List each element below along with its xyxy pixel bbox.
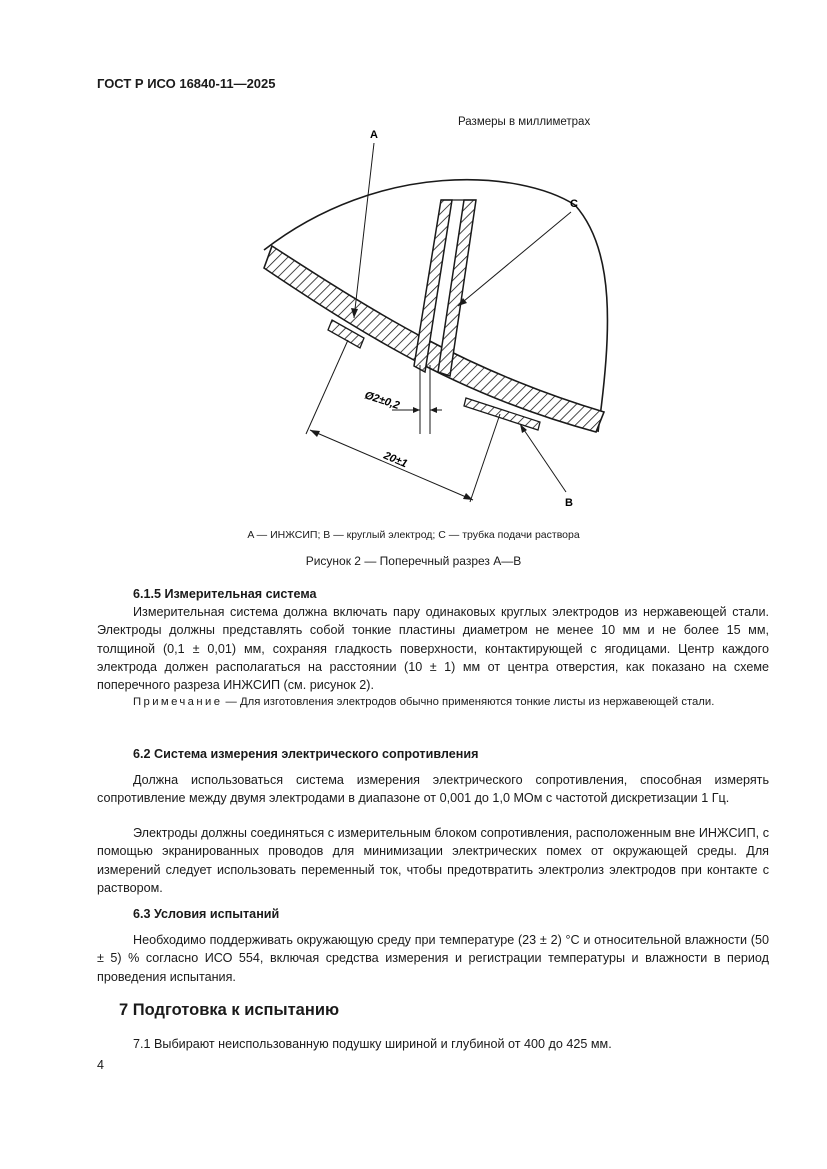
cross-section-figure (0, 0, 827, 530)
document-header: ГОСТ Р ИСО 16840-11—2025 (97, 76, 276, 91)
leader-a (354, 143, 374, 318)
section-6-2-title: 6.2 Система измерения электрического сопротивления (133, 747, 479, 761)
note-label: Примечание (133, 696, 223, 708)
section-6-1-5-paragraph: Измерительная система должна включать пару одинаковых круглых электродов из нержавеющей стали. Электроды должны представлять собой тонкие пластины диаметром не менее 10 мм и не более 15 мм, толщиной (0,1 ± 0,01) мм, сохраняя гладкость поверхности, контактирующей с ягодицами. Центр каждого электрода должен располагаться на расстоянии (10 ± 1) мм от центра отверстия, как показано на схеме поперечного разреза ИНЖСИП (см. рисунок 2). (97, 605, 769, 693)
section-6-2-paragraph-1: Должна использоваться система измерения электрического сопротивления, способная измерять сопротивление между двумя электродами в диапазоне от 0,001 до 1,0 МОм с частотой дискретизации 1 Гц. (97, 773, 769, 806)
section-6-2-paragraph-2: Электроды должны соединяться с измерительным блоком сопротивления, расположенным вне ИНЖСИП, с помощью экранированных проводов для минимизации электрических помех от окружающей среды. Для измерений следует использовать переменный ток, чтобы предотвратить электролиз электродов при контакте с раствором. (97, 826, 769, 895)
section-6-3-paragraph: Необходимо поддерживать окружающую среду при температуре (23 ± 2) °С и относительной влажности (50 ± 5) % согласно ИСО 554, включая средства измерения и регистрации температуры и влажности в период проведения испытания. (97, 933, 769, 984)
ext-line-right (470, 414, 500, 502)
label-b: B (565, 497, 573, 509)
label-c: C (570, 198, 578, 210)
section-6-3-title: 6.3 Условия испытаний (133, 907, 280, 921)
dimension-line-20 (310, 430, 473, 500)
figure-legend: A — ИНЖСИП; B — круглый электрод; C — трубка подачи раствора (247, 529, 580, 541)
note-text: — Для изготовления электродов обычно применяются тонкие листы из нержавеющей стали. (222, 696, 715, 708)
spacing-label: 20±1 (381, 449, 409, 471)
label-a: A (370, 129, 378, 141)
figure-caption: Рисунок 2 — Поперечный разрез A—B (305, 554, 522, 568)
leader-c (458, 212, 571, 306)
section-6-1-5-title: 6.1.5 Измерительная система (133, 587, 317, 601)
section-6-1-5-note (97, 694, 769, 711)
leader-b (520, 424, 566, 492)
section-7-title: 7 Подготовка к испытанию (119, 1001, 340, 1019)
units-note: Размеры в миллиметрах (458, 116, 591, 128)
page-number: 4 (97, 1058, 104, 1072)
section-7-1-paragraph: 7.1 Выбирают неиспользованную подушку шириной и глубиной от 400 до 425 мм. (133, 1037, 612, 1051)
ext-line-left (306, 340, 348, 434)
diameter-label: Ø2±0,2 (363, 389, 402, 412)
